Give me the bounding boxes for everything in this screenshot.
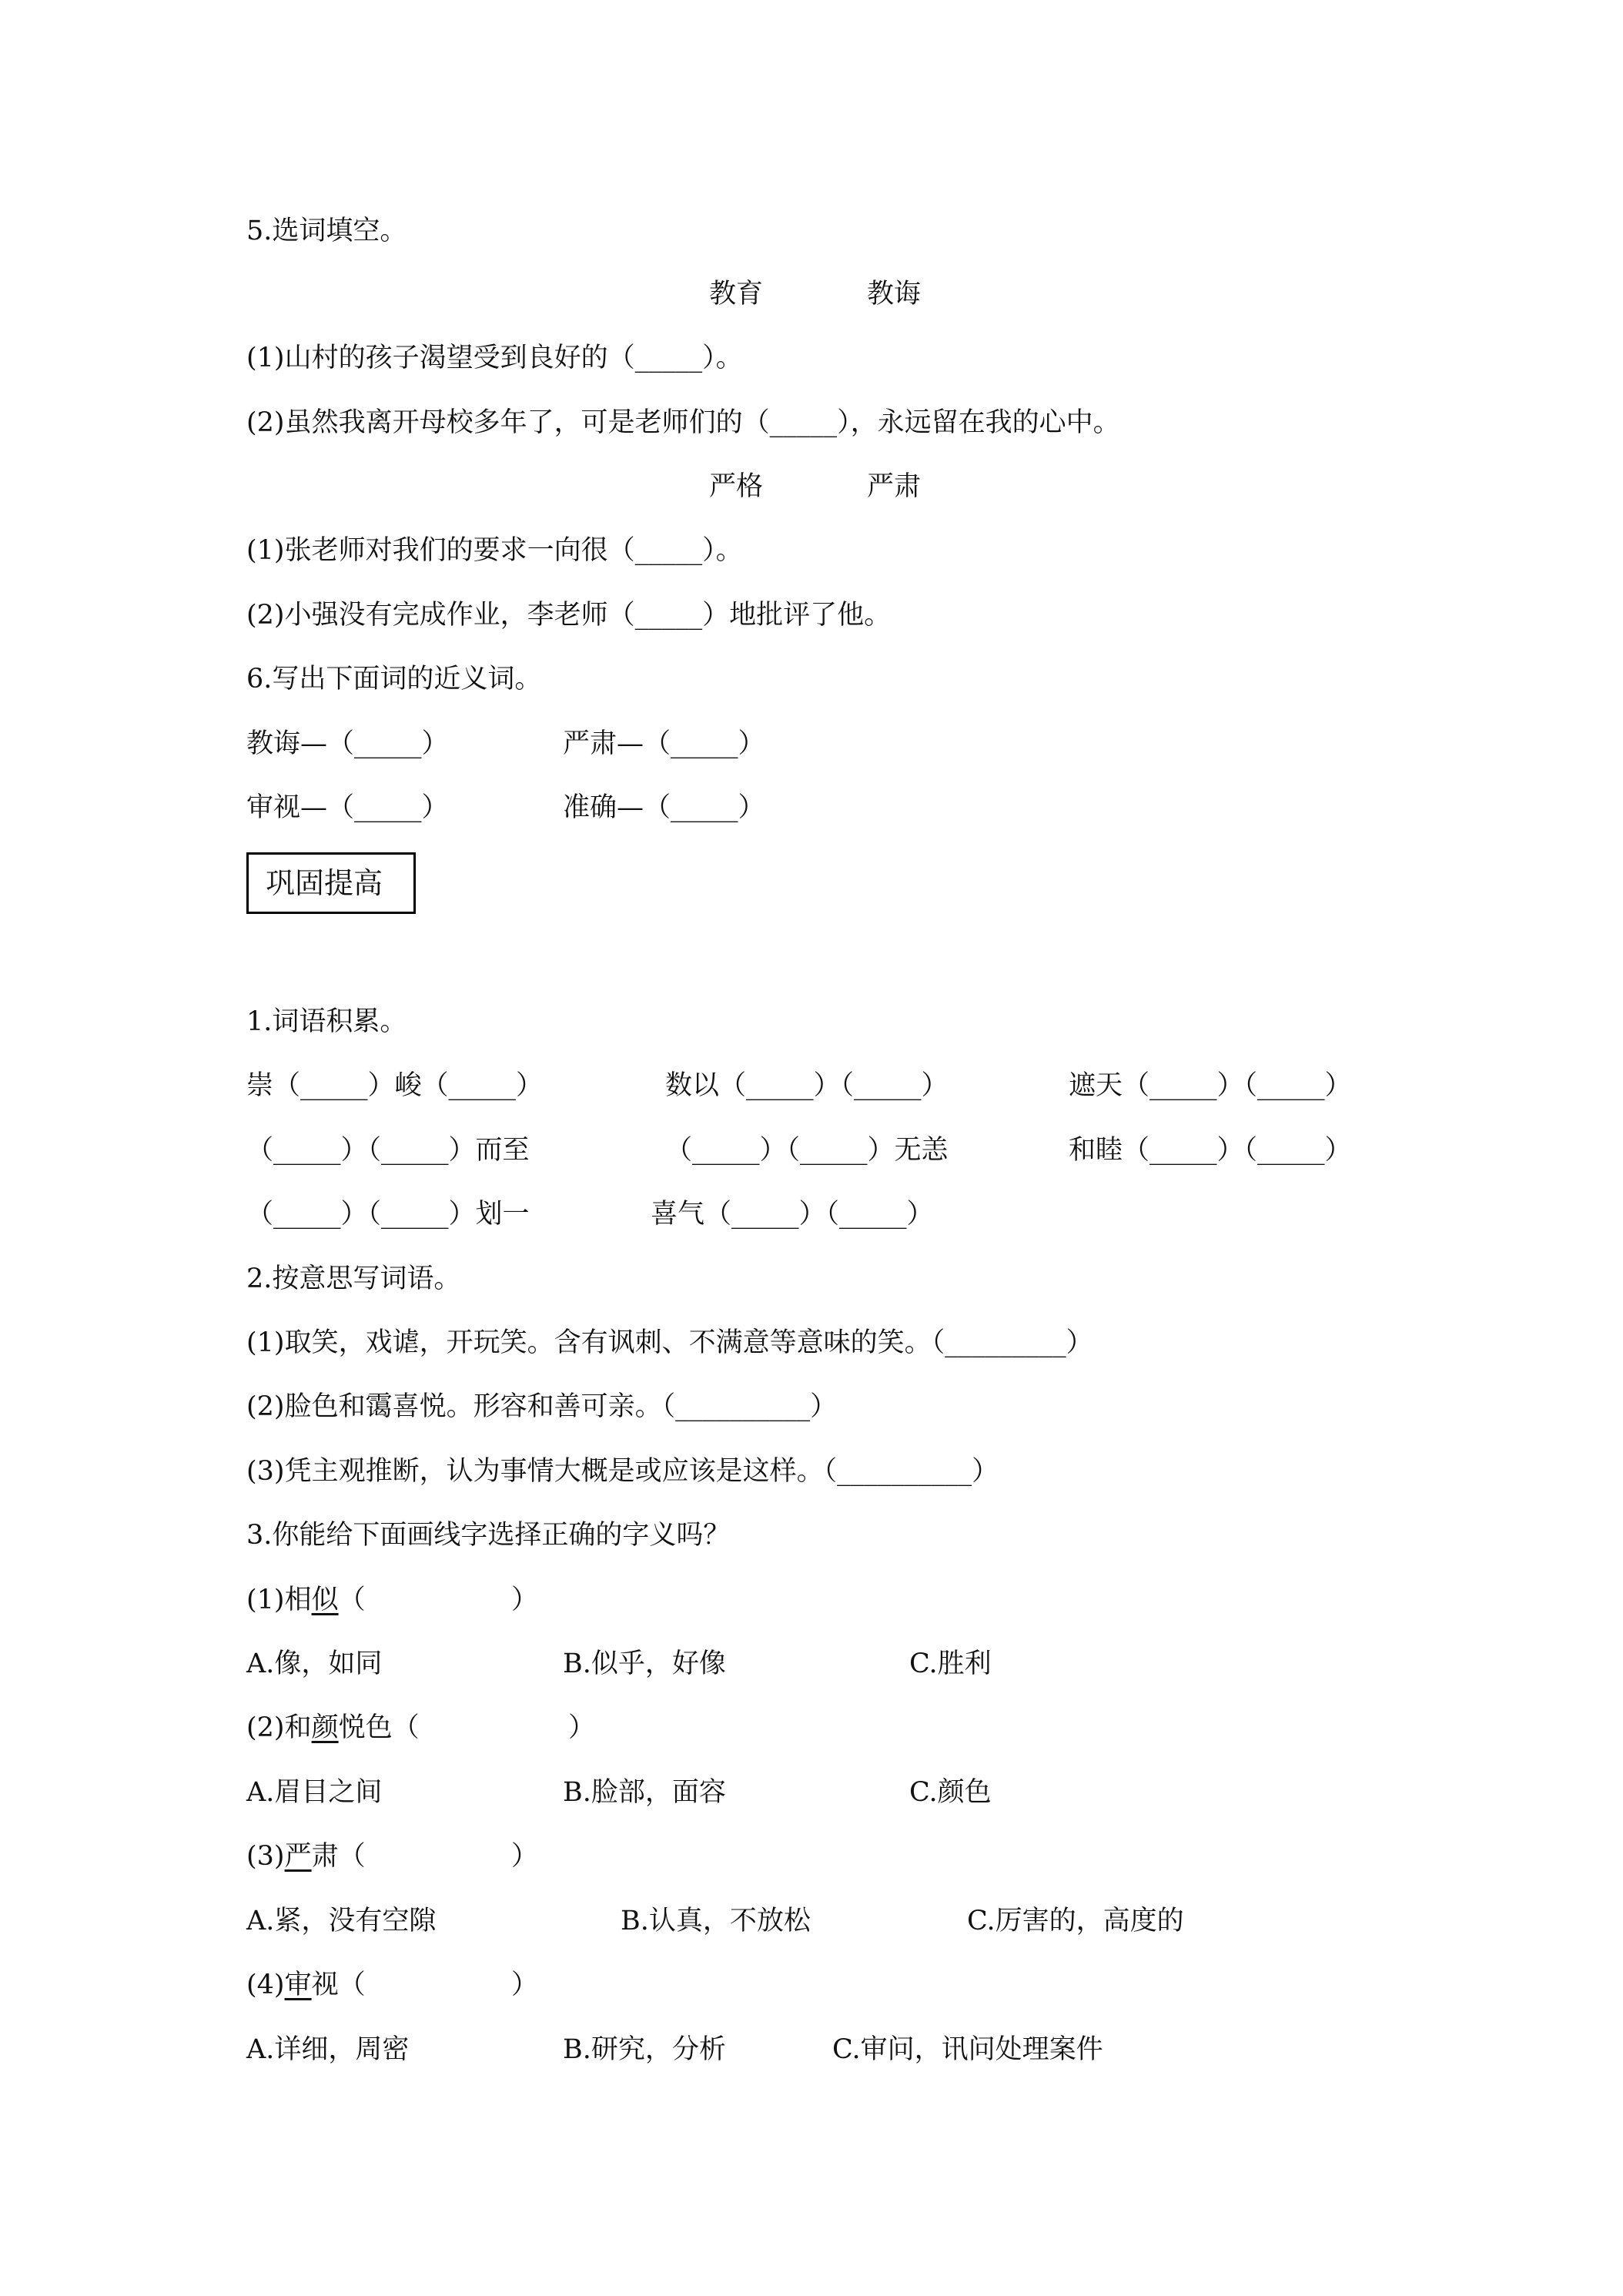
q5-item: (1)张老师对我们的要求一向很（_____）。 [246, 535, 743, 566]
section-heading: 巩固提高 [246, 852, 416, 914]
c3-question: (2)和颜悦色（ [246, 1712, 420, 1743]
c3-option: A.像，如同 [246, 1648, 383, 1679]
c3-question: (4)审视（ [246, 1970, 366, 2000]
c3-option: B.似乎，好像 [563, 1648, 726, 1679]
c1-cell: 数以（_____）（_____） [665, 1070, 949, 1101]
q6-item: 严肃—（_____） [563, 728, 765, 759]
underlined-char: 严 [284, 1841, 312, 1872]
q5-word-option: 严格 [709, 471, 764, 502]
c1-cell: （_____）（_____）无恙 [665, 1135, 949, 1166]
q5-word-option: 教诲 [867, 279, 922, 310]
c3-option: B.认真，不放松 [621, 1906, 811, 1936]
c1-cell: 和睦（_____）（_____） [1069, 1135, 1352, 1166]
q6-title: 6.写出下面词的近义词。 [246, 664, 542, 694]
c3-option: C.厉害的，高度的 [967, 1906, 1184, 1936]
c3-option: A.眉目之间 [246, 1777, 383, 1808]
underlined-char: 颜 [311, 1712, 339, 1743]
c3-option: A.紧，没有空隙 [246, 1906, 437, 1936]
q6-item: 准确—（_____） [563, 792, 765, 823]
c2-title: 2.按意思写词语。 [246, 1263, 461, 1294]
q6-item: 审视—（_____） [246, 792, 449, 823]
c1-cell: （_____）（_____）划一 [246, 1199, 530, 1230]
q5-title: 5.选词填空。 [246, 216, 407, 246]
c3-answer-paren: ） [511, 1970, 539, 2000]
c3-option: A.详细，周密 [246, 2034, 410, 2065]
c2-item: (2)脸色和霭喜悦。形容和善可亲。（__________） [246, 1391, 838, 1422]
c3-option: C.胜利 [909, 1648, 992, 1679]
q5-item: (2)虽然我离开母校多年了，可是老师们的（_____），永远留在我的心中。 [246, 407, 1120, 438]
c3-title: 3.你能给下面画线字选择正确的字义吗？ [246, 1520, 731, 1551]
c1-cell: 遮天（_____）（_____） [1069, 1070, 1352, 1101]
c3-option: B.研究，分析 [563, 2034, 726, 2065]
c2-item: (3)凭主观推断，认为事情大概是或应该是这样。（__________） [246, 1456, 999, 1487]
c3-answer-paren: ） [511, 1841, 539, 1872]
underlined-char: 似 [311, 1585, 339, 1615]
q5-item: (1)山村的孩子渴望受到良好的（_____）。 [246, 343, 743, 373]
c1-cell: 喜气（_____）（_____） [651, 1199, 934, 1230]
c3-option: B.脸部，面容 [563, 1777, 726, 1808]
q5-word-option: 严肃 [867, 471, 922, 502]
c2-item: (1)取笑，戏谑，开玩笑。含有讽刺、不满意等意味的笑。（_________） [246, 1327, 1093, 1358]
c1-title: 1.词语积累。 [246, 1006, 407, 1037]
q6-item: 教诲—（_____） [246, 728, 449, 759]
c1-cell: （_____）（_____）而至 [246, 1135, 530, 1166]
c3-answer-paren: ） [511, 1585, 539, 1615]
q5-word-option: 教育 [709, 279, 764, 310]
underlined-char: 审 [284, 1970, 312, 2000]
c1-cell: 崇（_____）峻（_____） [246, 1070, 544, 1101]
c3-question: (1)相似（ [246, 1585, 366, 1615]
c3-option: C.审问，讯问处理案件 [832, 2034, 1103, 2065]
q5-item: (2)小强没有完成作业，李老师（_____）地批评了他。 [246, 600, 892, 631]
c3-answer-paren: ） [568, 1712, 596, 1743]
c3-option: C.颜色 [909, 1777, 992, 1808]
c3-question: (3)严肃（ [246, 1841, 366, 1872]
